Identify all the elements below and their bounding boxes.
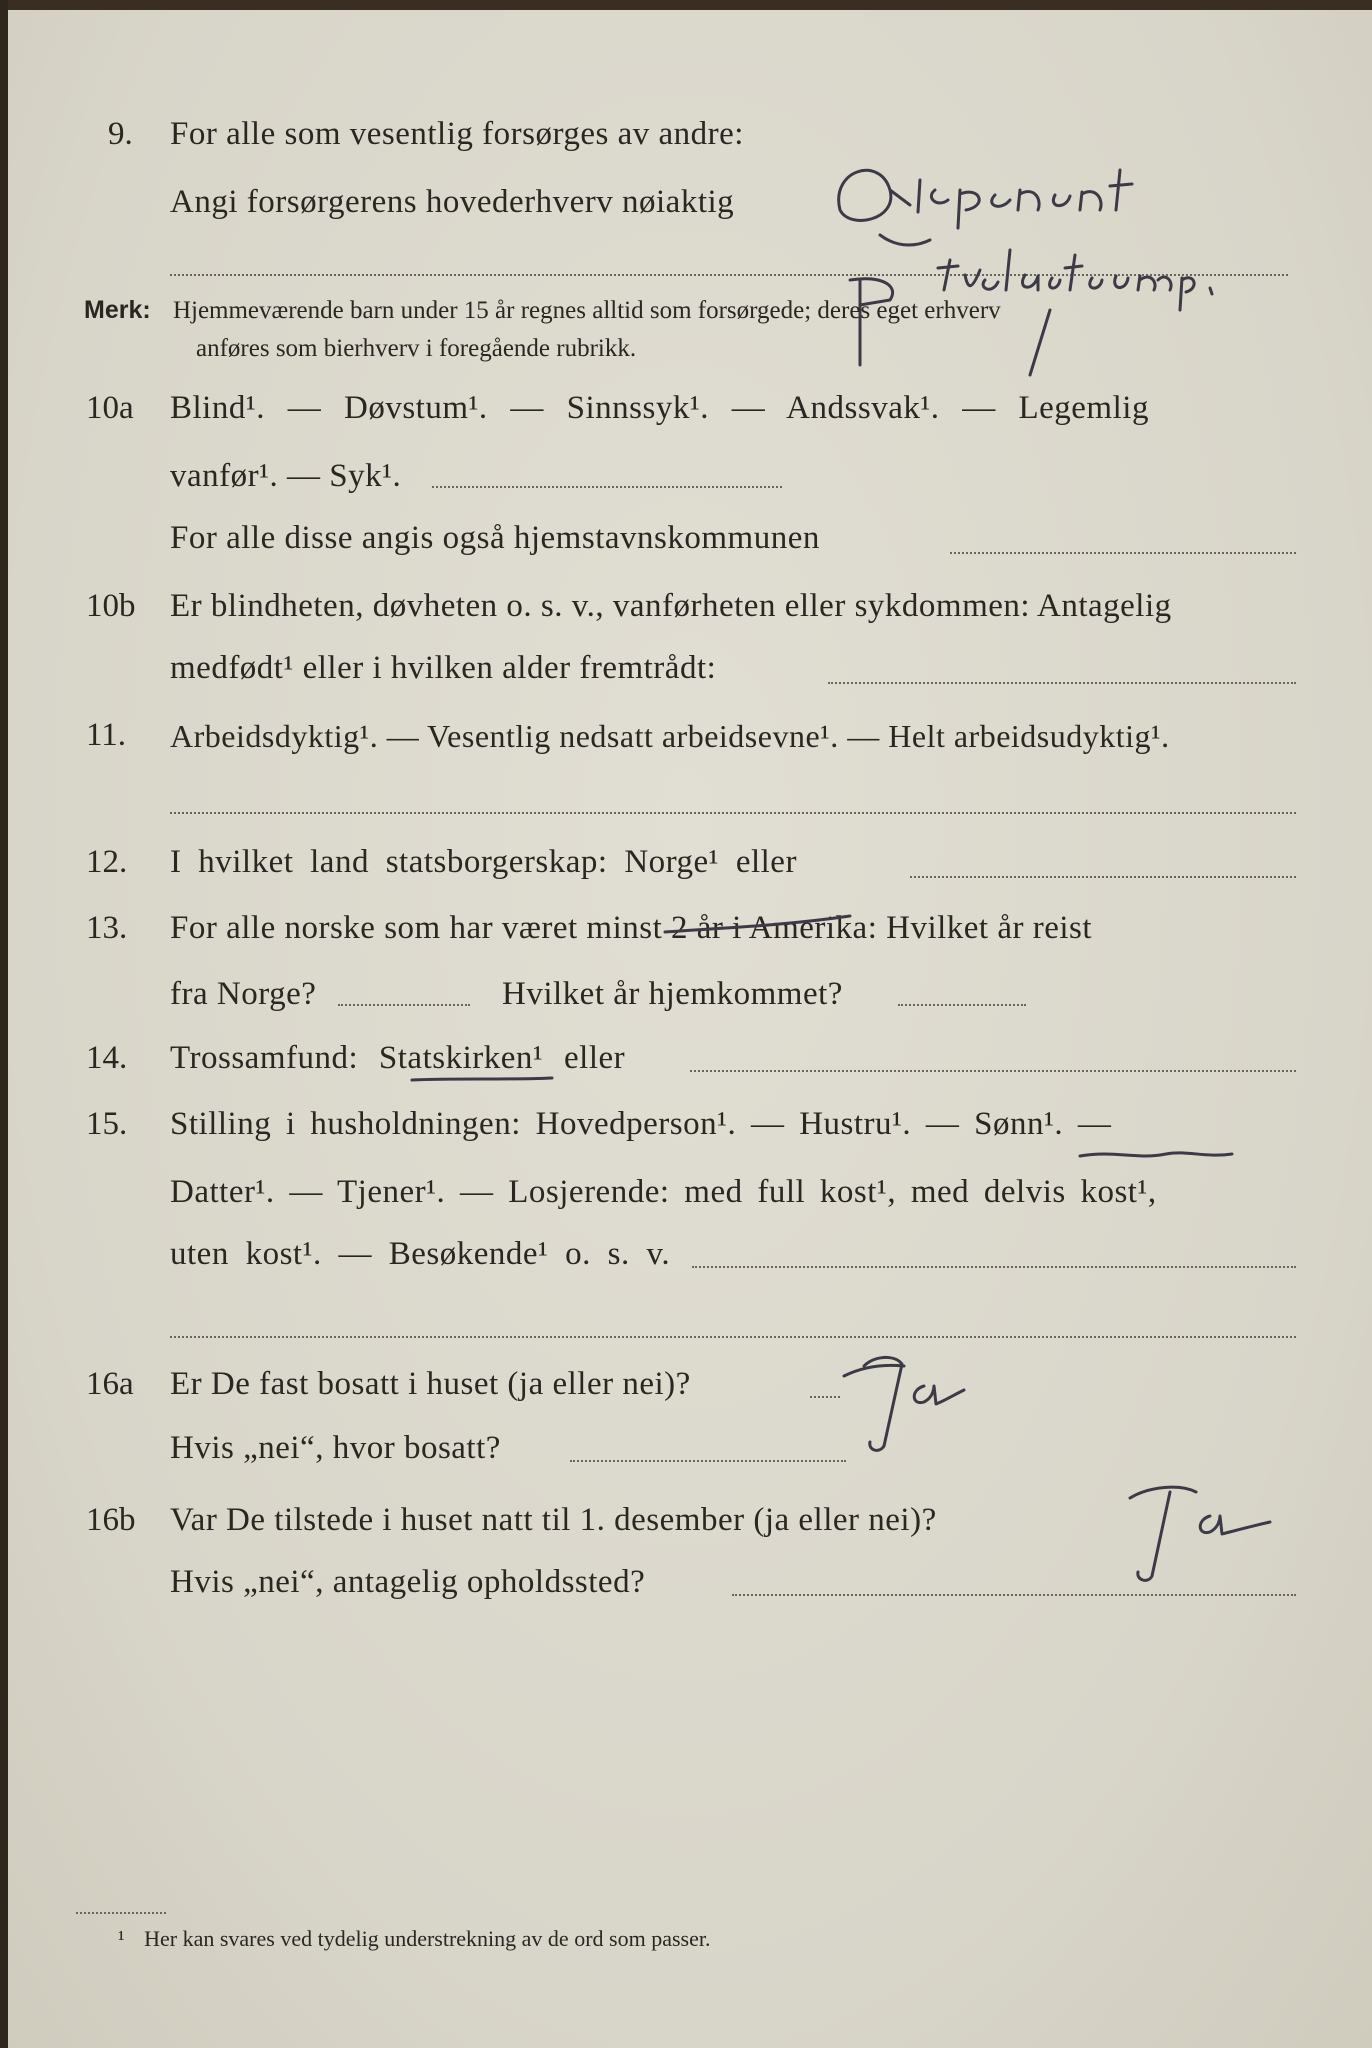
question-text: Hvis „nei“, hvor bosatt? [170,1430,501,1466]
question-number: 12. [86,844,128,880]
answer-line [950,552,1296,554]
footnote-mark: ¹ [118,1926,125,1951]
handwritten-underline [408,1070,558,1090]
handwritten-strikethrough [660,908,860,938]
question-number: 13. [86,910,128,946]
answer-line [432,486,782,488]
answer-line [170,812,1296,814]
question-text: Hvis „nei“, antagelig opholdssted? [170,1564,646,1600]
note-text: anføres som bierhverv i foregående rubrikk. [196,335,637,362]
scan-edge-top [0,0,1372,10]
footnote-rule [76,1912,166,1914]
question-number: 11. [86,717,127,753]
question-number: 9. [108,116,133,152]
answer-line [690,1070,1296,1072]
answer-line [570,1460,846,1462]
answer-line [828,682,1296,684]
handwritten-occupation [820,150,1280,380]
question-text: Er blindheten, døvheten o. s. v., vanførheten eller sykdommen: Antagelig [170,588,1172,624]
question-text: vanfør¹. — Syk¹. [170,458,402,494]
question-number: 10b [86,588,136,624]
scan-edge-left [0,0,8,2048]
question-text: For alle norske som har været minst 2 år i Amerika: Hvilket år reist [170,910,1093,946]
question-text: fra Norge? [170,976,317,1012]
question-text: For alle disse angis også hjemstavnskommunen [170,520,820,556]
question-number: 15. [86,1106,128,1142]
question-number: 16a [86,1366,134,1402]
handwritten-answer-ja [1100,1476,1300,1586]
question-text: Trossamfund: Statskirken¹ eller [170,1040,626,1076]
answer-line [732,1594,1296,1596]
note-text: Hjemmeværende barn under 15 år regnes alltid som forsørgede; deres eget erhverv [172,297,1001,324]
question-text: Stilling i husholdningen: Hovedperson¹. — Hustru¹. — Sønn¹. — [170,1106,1112,1142]
answer-line [692,1266,1296,1268]
question-text: uten kost¹. — Besøkende¹ o. s. v. [170,1236,671,1272]
handwritten-underline [1076,1146,1236,1164]
question-text: I hvilket land statsborgerskap: Norge¹ eller [170,844,797,880]
answer-line [910,876,1296,878]
handwritten-answer-ja [824,1346,1004,1456]
question-text: Hvilket år hjemkommet? [502,976,843,1012]
question-text: Angi forsørgerens hovederhverv nøiaktig [170,184,735,220]
question-number: 10a [86,390,134,426]
question-text: Var De tilstede i huset natt til 1. desember (ja eller nei)? [170,1502,937,1538]
answer-line [898,1004,1026,1006]
note-label: Merk: [84,296,151,324]
question-text: Datter¹. — Tjener¹. — Losjerende: med full kost¹, med delvis kost¹, [170,1174,1157,1210]
question-text: Arbeidsdyktig¹. — Vesentlig nedsatt arbeidsevne¹. — Helt arbeidsudyktig¹. [170,718,1170,754]
footnote-text: Her kan svares ved tydelig understrekning av de ord som passer. [144,1926,711,1951]
answer-line [170,1336,1296,1338]
question-number: 14. [86,1040,128,1076]
question-text: medfødt¹ eller i hvilken alder fremtrådt: [170,650,717,686]
question-number: 16b [86,1502,136,1538]
question-text: For alle som vesentlig forsørges av andre: [170,116,744,152]
question-text: Blind¹. — Døvstum¹. — Sinnssyk¹. — Andssvak¹. — Legemlig [170,390,1149,426]
question-text: Er De fast bosatt i huset (ja eller nei)? [170,1366,691,1402]
answer-line [338,1004,470,1006]
